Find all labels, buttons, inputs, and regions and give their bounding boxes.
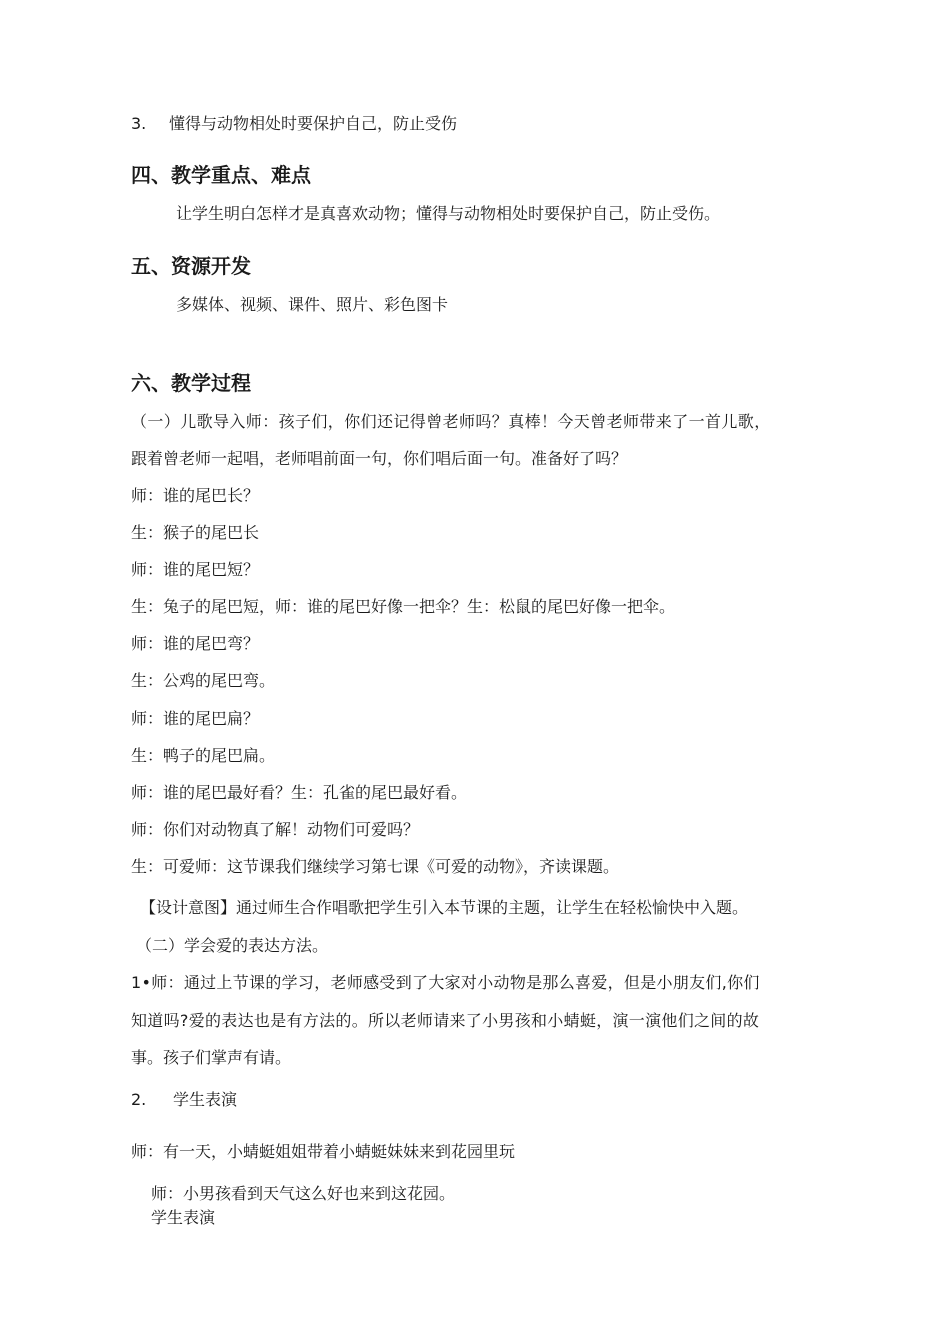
dialogue-line: 生：鸭子的尾巴扁。 bbox=[131, 746, 276, 765]
section-4-heading: 四、教学重点、难点 bbox=[131, 163, 311, 187]
section-6-heading: 六、教学过程 bbox=[131, 371, 251, 395]
section-5-heading: 五、资源开发 bbox=[131, 254, 251, 278]
dialogue-line: 生：猴子的尾巴长 bbox=[131, 523, 260, 542]
list-text: 学生表演 bbox=[173, 1090, 238, 1109]
story-line-1: 师：有一天，小蜻蜓姐姐带着小蜻蜓妹妹来到花园里玩 bbox=[131, 1142, 516, 1161]
dialogue-line: 师：谁的尾巴长？ bbox=[131, 486, 260, 505]
paragraph-1-line-1: 1•师：通过上节课的学习，老师感受到了大家对小动物是那么喜爱，但是小朋友们,你们 bbox=[131, 973, 760, 992]
dialogue-line: 师：谁的尾巴弯？ bbox=[131, 634, 260, 653]
dialogue-line: 师：谁的尾巴短？ bbox=[131, 560, 260, 579]
list-number: 3. bbox=[131, 114, 147, 133]
list-text: 懂得与动物相处时要保护自己，防止受伤 bbox=[169, 114, 458, 133]
dialogue-line: 生：公鸡的尾巴弯。 bbox=[131, 671, 276, 690]
list-number: 2. bbox=[131, 1090, 147, 1109]
paragraph-1-line-3: 事。孩子们掌声有请。 bbox=[131, 1048, 292, 1067]
dialogue-line: 生：可爱师：这节课我们继续学习第七课《可爱的动物》，齐读课题。 bbox=[131, 857, 620, 876]
intro-line-1: （一）儿歌导入师：孩子们，你们还记得曾老师吗？真棒！今天曾老师带来了一首儿歌， bbox=[131, 412, 771, 431]
objective-item-3 bbox=[131, 113, 457, 135]
dialogue-line: 师：你们对动物真了解！动物们可爱吗？ bbox=[131, 820, 420, 839]
list-item-2 bbox=[131, 1089, 237, 1111]
part-2-title: （二）学会爱的表达方法。 bbox=[136, 936, 329, 955]
section-5-body: 多媒体、视频、课件、照片、彩色图卡 bbox=[176, 295, 449, 314]
story-line-3: 学生表演 bbox=[151, 1208, 216, 1227]
dialogue-line: 生：兔子的尾巴短，师：谁的尾巴好像一把伞？生：松鼠的尾巴好像一把伞。 bbox=[131, 597, 676, 616]
dialogue-line: 师：谁的尾巴扁？ bbox=[131, 709, 260, 728]
story-line-2: 师：小男孩看到天气这么好也来到这花园。 bbox=[151, 1184, 456, 1203]
dialogue-line: 师：谁的尾巴最好看？生：孔雀的尾巴最好看。 bbox=[131, 783, 468, 802]
intro-line-2: 跟着曾老师一起唱，老师唱前面一句，你们唱后面一句。准备好了吗？ bbox=[131, 449, 628, 468]
paragraph-1-line-2: 知道吗?爱的表达也是有方法的。所以老师请来了小男孩和小蜻蜓，演一演他们之间的故 bbox=[131, 1011, 760, 1030]
section-4-body: 让学生明白怎样才是真喜欢动物；懂得与动物相处时要保护自己，防止受伤。 bbox=[176, 204, 721, 223]
design-intent: 【设计意图】通过师生合作唱歌把学生引入本节课的主题，让学生在轻松愉快中入题。 bbox=[140, 898, 749, 917]
